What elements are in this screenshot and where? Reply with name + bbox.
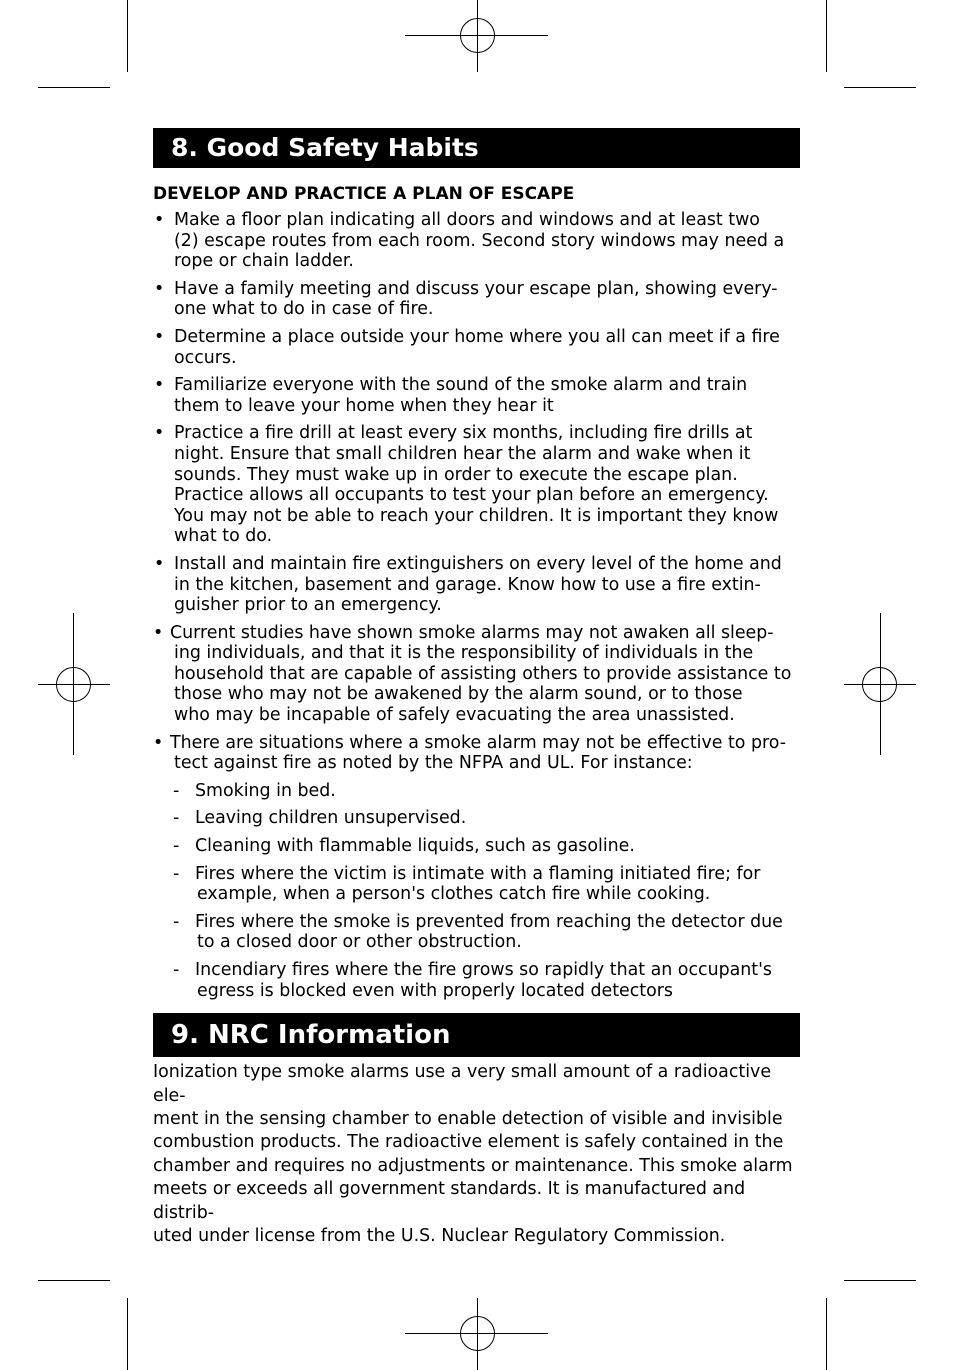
sub-item-smoking: - Smoking in bed. — [173, 780, 336, 801]
escape-plan-bullets — [153, 210, 800, 774]
crop-mark-bottom-right-h — [844, 1280, 916, 1281]
bullet-meeting-place: • Determine a place outside your home where you all can meet if a fire occurs. — [154, 326, 780, 368]
crop-mark-bottom-right-v — [826, 1298, 827, 1370]
bullet-situations: • There are situations where a smoke alarm may not be effective to pro- tect against fire as noted by the NFPA and UL. For instance: — [153, 732, 787, 774]
sub-item-incendiary: - Incendiary fires where the fire grows so rapidly that an occupant's egress is blocked even with properly located detectors — [173, 960, 772, 1001]
sub-item-victim: - Fires where the victim is intimate with a flaming initiated fire; for example, when a person's clothes catch fire while cooking. — [173, 863, 761, 905]
crop-mark-top-left-h — [38, 87, 110, 88]
crop-mark-top-right-h — [844, 87, 916, 88]
crop-mark-top-left-v — [127, 0, 128, 72]
bullet-current-studies: • Current studies have shown smoke alarms may not awaken all sleep- ing individuals, and that it is the responsibility of individuals in the household that are capable of assisting others to provide assistance to those who may not be awakened by the alarm sound, or to those who may be incapable of safely evacuating the area unassisted. — [153, 622, 792, 726]
bullet-alarm-sound: • Familiarize everyone with the sound of the smoke alarm and train them to leave your home when they hear it — [154, 375, 748, 416]
crop-mark-bottom-left-v — [127, 1298, 128, 1370]
sub-item-obstruction: - Fires where the smoke is prevented from reaching the detector due to a closed door or other obstruction. — [173, 911, 783, 953]
section-8-heading: 8. Good Safety Habits — [153, 128, 800, 168]
nrc-paragraph: Ionization type smoke alarms use a very small amount of a radioactive ele- ment in the sensing chamber to enable detection of visible and invisible combustion products. The radioactive element is safely contained in the chamber and requires no adjustments or maintenance. This smoke alarm meets or exceeds all government standards. It is manufactured and distrib- uted under license from the U.S. Nuclear Regulatory Commission. — [153, 1062, 793, 1247]
sub-item-flammable: - Cleaning with flammable liquids, such as gasoline. — [173, 836, 635, 857]
sub-item-children: - Leaving children unsupervised. — [173, 808, 467, 829]
bullet-fire-drill: • Practice a fire drill at least every six months, including fire drills at night. Ensure that small children hear the alarm and wake when it sounds. They must wake up in order to execute the escape plan. Practice allows all occupants to test your plan before an emergency. You may not be able to reach your children. It is important they know what to do. — [154, 423, 779, 547]
page-content — [153, 128, 800, 1248]
section-9-heading: 9. NRC Information — [153, 1013, 800, 1057]
crop-mark-top-right-v — [826, 0, 827, 72]
escape-plan-subheading: DEVELOP AND PRACTICE A PLAN OF ESCAPE — [153, 184, 575, 204]
bullet-extinguishers: • Install and maintain fire extinguishers on every level of the home and in the kitchen, basement and garage. Know how to use a fire extin- guisher prior to an emergency. — [154, 553, 782, 616]
bullet-family-meeting: • Have a family meeting and discuss your escape plan, showing every- one what to do in case of fire. — [154, 278, 778, 320]
situation-sub-items — [153, 781, 800, 1001]
crop-mark-bottom-left-h — [38, 1280, 110, 1281]
bullet-floor-plan: • Make a floor plan indicating all doors and windows and at least two (2) escape routes from each room. Second story windows may need a rope or chain ladder. — [154, 210, 785, 272]
